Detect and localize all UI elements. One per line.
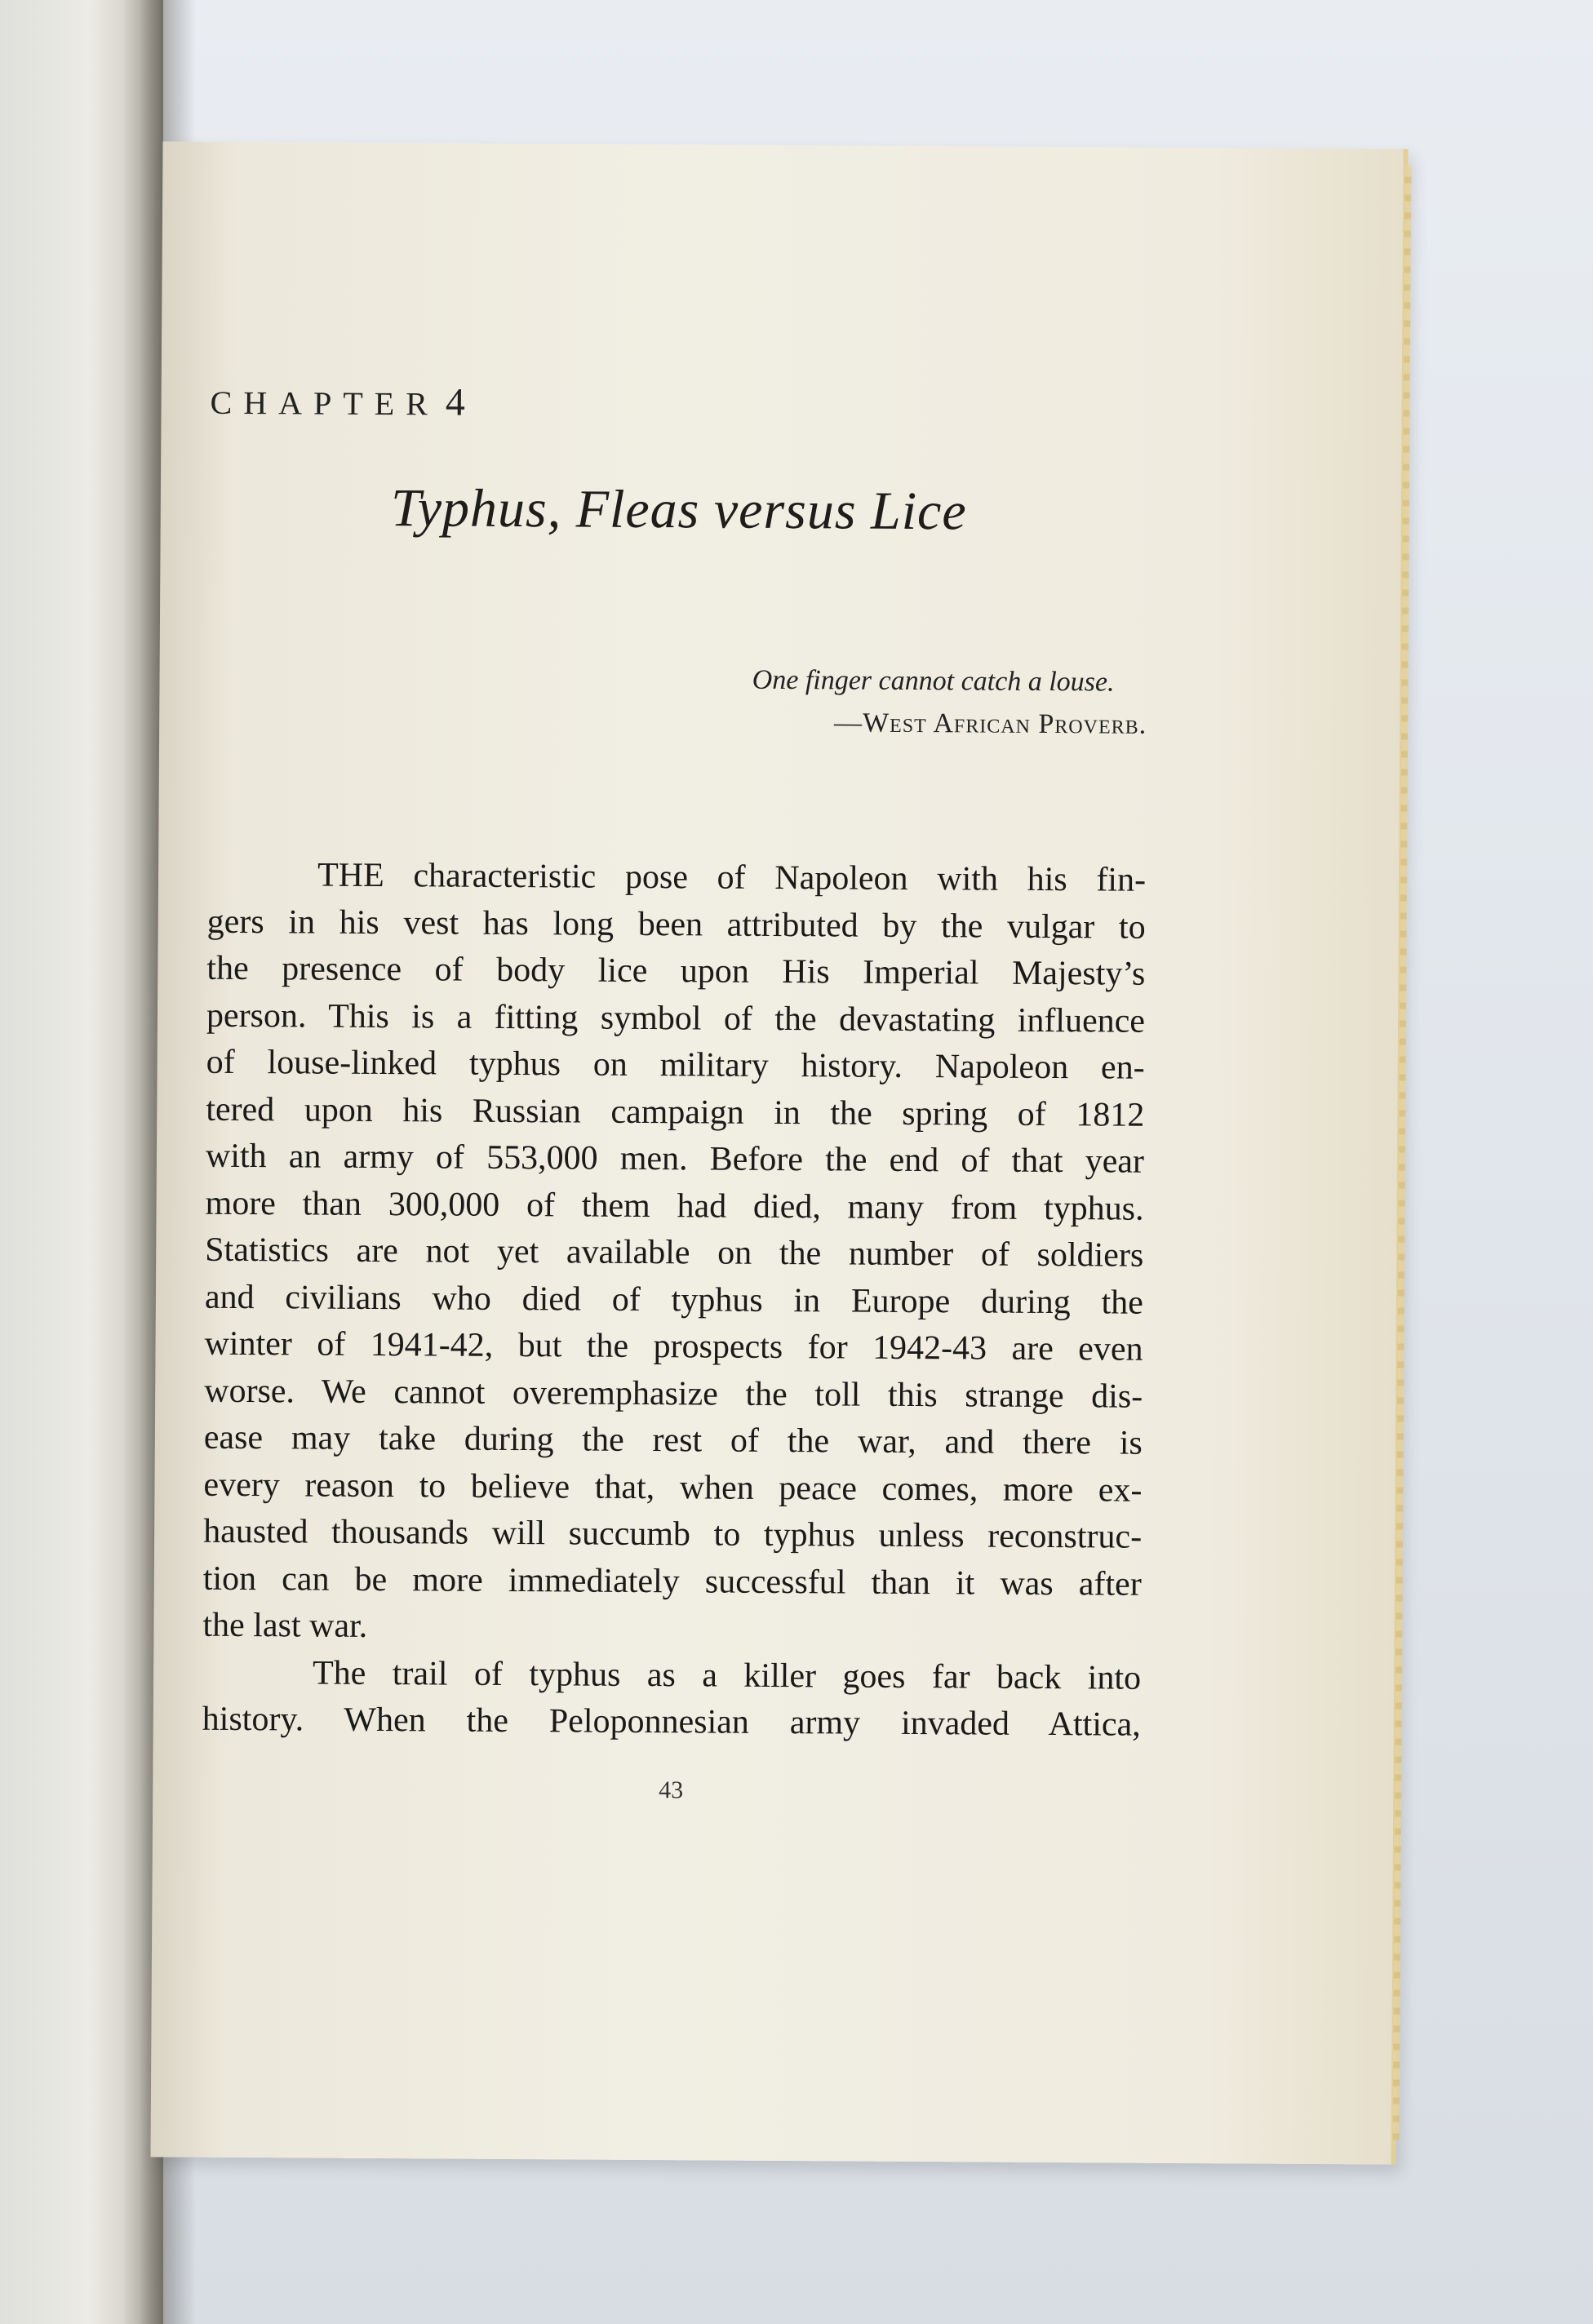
- text-line: history. When the Peloponnesian army invaded Attica,: [202, 1700, 1141, 1744]
- epigraph-quote: One finger cannot catch a louse.: [752, 664, 1115, 698]
- text-line: THE characteristic pose of Napoleon with his fin-: [317, 856, 1147, 899]
- text-line: every reason to believe that, when peace comes, more ex-: [203, 1466, 1143, 1510]
- chapter-title: Typhus, Fleas versus Lice: [390, 478, 967, 542]
- chapter-label: [210, 379, 465, 425]
- text-line: tion can be more immediately successful than it was after: [202, 1559, 1142, 1603]
- book-page: [150, 141, 1408, 2164]
- chapter-number: 4: [445, 380, 466, 424]
- text-line: Statistics are not yet available on the number of soldiers: [205, 1231, 1144, 1275]
- paragraph-2: [202, 1649, 1142, 1749]
- text-line: The trail of typhus as a killer goes far back into: [312, 1654, 1142, 1697]
- text-line: and civilians who died of typhus in Europe during the: [204, 1278, 1144, 1322]
- text-line: gers in his vest has long been attributed by the vulgar to: [206, 903, 1146, 947]
- body-text: [202, 852, 1147, 1750]
- epigraph-attribution: —West African Proverb.: [833, 707, 1147, 740]
- text-line: tered upon his Russian campaign in the spring of 1812: [206, 1090, 1145, 1134]
- page-content: [202, 142, 1151, 1804]
- epigraph: [752, 659, 1147, 747]
- page-edge-deckle: [1393, 166, 1412, 2140]
- text-line: ease may take during the rest of the war, and there is: [203, 1418, 1143, 1462]
- chapter-word: CHAPTER: [210, 384, 439, 423]
- text-line: the presence of body lice upon His Imperial Majesty’s: [206, 949, 1146, 993]
- page-number: 43: [659, 1776, 684, 1804]
- text-line: of louse-linked typhus on military history. Napoleon en-: [206, 1043, 1145, 1087]
- text-line: hausted thousands will succumb to typhus unless reconstruc-: [203, 1512, 1143, 1556]
- text-line: person. This is a fitting symbol of the devastating influence: [206, 996, 1146, 1040]
- text-line: with an army of 553,000 men. Before the end of that year: [205, 1137, 1145, 1181]
- text-line: worse. We cannot overemphasize the toll this strange dis-: [204, 1372, 1143, 1416]
- text-line: more than 300,000 of them had died, many from typhus.: [205, 1184, 1144, 1228]
- text-line: the last war.: [202, 1606, 368, 1645]
- paragraph-1: [202, 852, 1146, 1656]
- text-line: winter of 1941-42, but the prospects for 1942-43 are even: [204, 1324, 1143, 1368]
